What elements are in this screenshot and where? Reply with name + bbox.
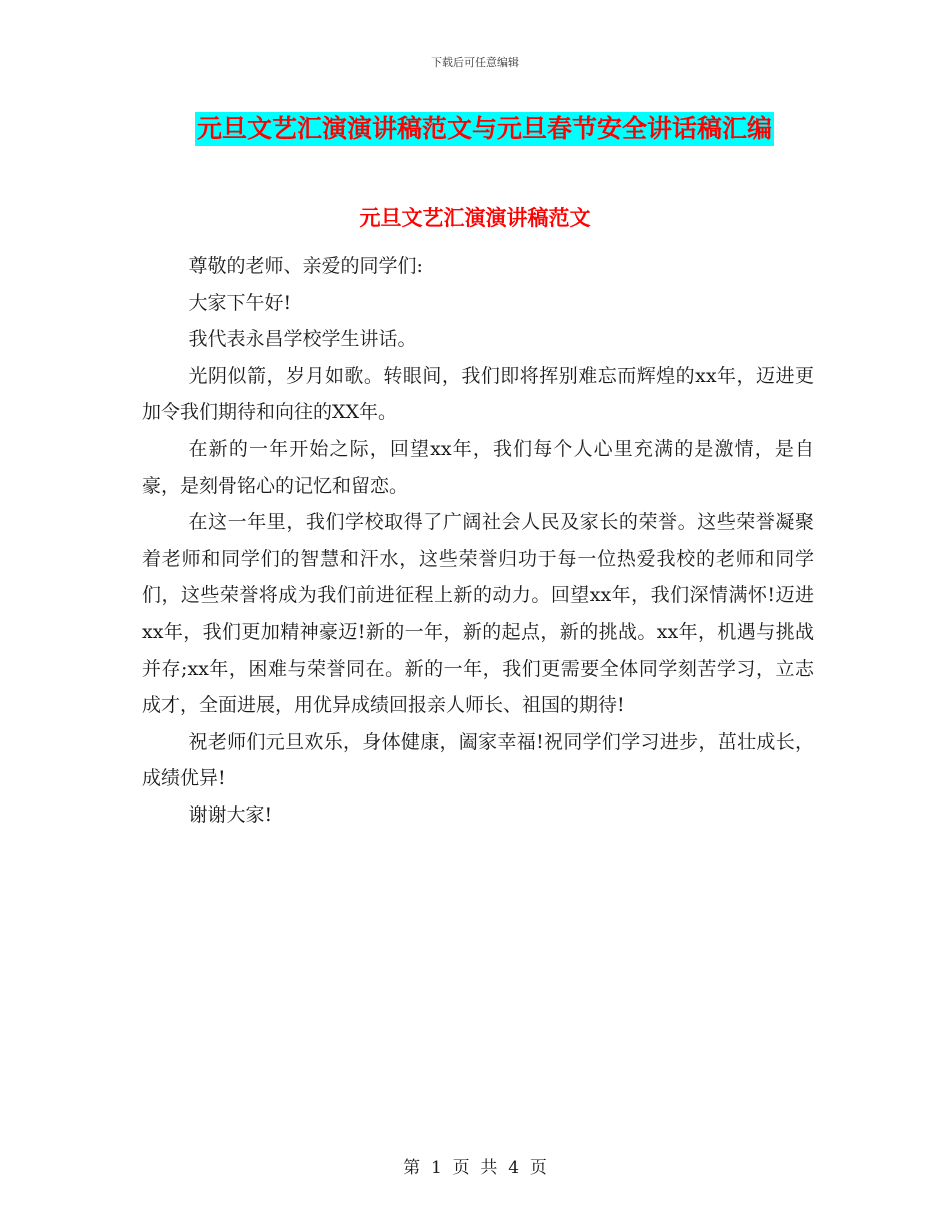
section-title: 元旦文艺汇演演讲稿范文 (359, 205, 591, 230)
header-note: 下载后可任意编辑 (431, 56, 519, 69)
paragraph-honors: 在这一年里，我们学校取得了广阔社会人民及家长的荣誉。这些荣誉凝聚着老师和同学们的智慧和汗水，这些荣誉归功于每一位热爱我校的老师和同学们，这些荣誉将成为我们前进征程上新的动力。回望xx年，我们深情满怀!迈进xx年，我们更加精神豪迈!新的一年，新的起点，新的挑战。xx年，机遇与挑战并存;xx年，困难与荣誉同在。新的一年，我们更需要全体同学刻苦学习，立志成才，全面进展，用优异成绩回报亲人师长、祖国的期待! (142, 511, 814, 717)
paragraph-thanks: 谢谢大家! (188, 803, 273, 826)
document-body (142, 248, 814, 834)
paragraph-time: 光阴似箭，岁月如歌。转眼间，我们即将挥别难忘而辉煌的xx年，迈进更加令我们期待和向往的XX年。 (142, 364, 814, 424)
paragraph-hello: 大家下午好! (188, 291, 292, 314)
page-number-footer: 第 1 页 共 4 页 (403, 1158, 547, 1178)
paragraph-greeting: 尊敬的老师、亲爱的同学们: (188, 255, 423, 277)
document-main-title: 元旦文艺汇演演讲稿范文与元旦春节安全讲话稿汇编 (195, 112, 774, 146)
paragraph-lookback: 在新的一年开始之际，回望xx年，我们每个人心里充满的是激情，是自豪，是刻骨铭心的记忆和留恋。 (142, 437, 814, 497)
paragraph-intro: 我代表永昌学校学生讲话。 (188, 328, 417, 351)
paragraph-wishes: 祝老师们元旦欢乐，身体健康，阖家幸福!祝同学们学习进步，茁壮成长，成绩优异! (142, 730, 814, 790)
